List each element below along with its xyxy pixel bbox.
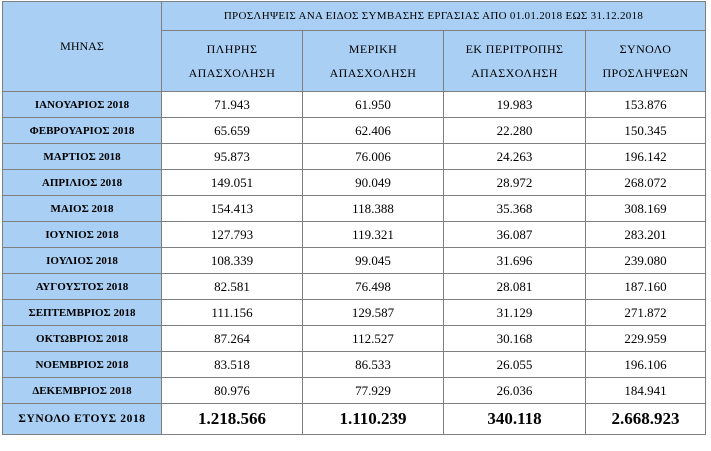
total-value-cell: 1.218.566 [162, 404, 303, 435]
column-header-line: ΑΠΑΣΧΟΛΗΣΗ [329, 66, 417, 80]
value-cell: 26.055 [444, 352, 586, 378]
month-cell: ΙΟΥΛΙΟΣ 2018 [3, 248, 162, 274]
value-cell: 196.142 [586, 144, 706, 170]
value-cell: 149.051 [162, 170, 303, 196]
table-title: ΠΡΟΣΛΗΨΕΙΣ ΑΝΑ ΕΙΔΟΣ ΣΥΜΒΑΣΗΣ ΕΡΓΑΣΙΑΣ ΑΠΟ 01.01.2018 ΕΩΣ 31.12.2018 [162, 2, 706, 31]
value-cell: 36.087 [444, 222, 586, 248]
value-cell: 80.976 [162, 378, 303, 404]
value-cell: 283.201 [586, 222, 706, 248]
value-cell: 127.793 [162, 222, 303, 248]
value-cell: 308.169 [586, 196, 706, 222]
value-cell: 196.106 [586, 352, 706, 378]
value-cell: 62.406 [303, 118, 444, 144]
value-cell: 77.929 [303, 378, 444, 404]
table-row [3, 352, 706, 378]
value-cell: 22.280 [444, 118, 586, 144]
value-cell: 239.080 [586, 248, 706, 274]
value-cell: 119.321 [303, 222, 444, 248]
month-cell: ΦΕΒΡΟΥΑΡΙΟΣ 2018 [3, 118, 162, 144]
value-cell: 87.264 [162, 326, 303, 352]
value-cell: 31.696 [444, 248, 586, 274]
column-header-line: ΕΚ ΠΕΡΙΤΡΟΠΗΣ [465, 42, 564, 56]
value-cell: 83.518 [162, 352, 303, 378]
value-cell: 184.941 [586, 378, 706, 404]
value-cell: 229.959 [586, 326, 706, 352]
value-cell: 153.876 [586, 92, 706, 118]
value-cell: 90.049 [303, 170, 444, 196]
month-cell: ΑΠΡΙΛΙΟΣ 2018 [3, 170, 162, 196]
value-cell: 19.983 [444, 92, 586, 118]
table-row [3, 248, 706, 274]
total-value-cell: 1.110.239 [303, 404, 444, 435]
month-cell: ΑΥΓΟΥΣΤΟΣ 2018 [3, 274, 162, 300]
value-cell: 28.972 [444, 170, 586, 196]
value-cell: 111.156 [162, 300, 303, 326]
table-row [3, 274, 706, 300]
month-cell: ΜΑΙΟΣ 2018 [3, 196, 162, 222]
table-row [3, 170, 706, 196]
table-row [3, 92, 706, 118]
month-cell: ΣΕΠΤΕΜΒΡΙΟΣ 2018 [3, 300, 162, 326]
column-header-total [586, 31, 706, 92]
value-cell: 108.339 [162, 248, 303, 274]
value-cell: 76.498 [303, 274, 444, 300]
total-value-cell: 340.118 [444, 404, 586, 435]
column-header-rotational [444, 31, 586, 92]
total-label: ΣΥΝΟΛΟ ΕΤΟΥΣ 2018 [3, 404, 162, 435]
column-header-line: ΑΠΑΣΧΟΛΗΣΗ [471, 66, 558, 80]
table-row [3, 300, 706, 326]
value-cell: 35.368 [444, 196, 586, 222]
column-header-line: ΠΛΗΡΗΣ [206, 42, 258, 56]
month-cell: ΜΑΡΤΙΟΣ 2018 [3, 144, 162, 170]
value-cell: 24.263 [444, 144, 586, 170]
month-column-header: ΜΗΝΑΣ [3, 2, 162, 92]
hiring-table [2, 1, 706, 435]
month-cell: ΝΟΕΜΒΡΙΟΣ 2018 [3, 352, 162, 378]
value-cell: 76.006 [303, 144, 444, 170]
table-row [3, 378, 706, 404]
month-cell: ΟΚΤΩΒΡΙΟΣ 2018 [3, 326, 162, 352]
value-cell: 95.873 [162, 144, 303, 170]
value-cell: 61.950 [303, 92, 444, 118]
total-value-cell: 2.668.923 [586, 404, 706, 435]
column-header-line: ΠΡΟΣΛΗΨΕΩΝ [602, 66, 689, 80]
table-row [3, 326, 706, 352]
value-cell: 99.045 [303, 248, 444, 274]
column-header-line: ΑΠΑΣΧΟΛΗΣΗ [188, 66, 276, 80]
value-cell: 86.533 [303, 352, 444, 378]
value-cell: 268.072 [586, 170, 706, 196]
value-cell: 26.036 [444, 378, 586, 404]
table-row [3, 222, 706, 248]
value-cell: 150.345 [586, 118, 706, 144]
value-cell: 271.872 [586, 300, 706, 326]
value-cell: 31.129 [444, 300, 586, 326]
column-header-line: ΣΥΝΟΛΟ [619, 42, 672, 56]
value-cell: 71.943 [162, 92, 303, 118]
value-cell: 118.388 [303, 196, 444, 222]
value-cell: 30.168 [444, 326, 586, 352]
value-cell: 82.581 [162, 274, 303, 300]
table-row [3, 118, 706, 144]
table-row [3, 196, 706, 222]
table-row [3, 144, 706, 170]
value-cell: 187.160 [586, 274, 706, 300]
column-header-part-time [303, 31, 444, 92]
month-cell: ΙΑΝΟΥΑΡΙΟΣ 2018 [3, 92, 162, 118]
value-cell: 154.413 [162, 196, 303, 222]
value-cell: 129.587 [303, 300, 444, 326]
value-cell: 28.081 [444, 274, 586, 300]
month-cell: ΔΕΚΕΜΒΡΙΟΣ 2018 [3, 378, 162, 404]
column-header-line: ΜΕΡΙΚΗ [348, 42, 398, 56]
column-header-full-time [162, 31, 303, 92]
value-cell: 112.527 [303, 326, 444, 352]
total-row [3, 404, 706, 435]
month-cell: ΙΟΥΝΙΟΣ 2018 [3, 222, 162, 248]
value-cell: 65.659 [162, 118, 303, 144]
